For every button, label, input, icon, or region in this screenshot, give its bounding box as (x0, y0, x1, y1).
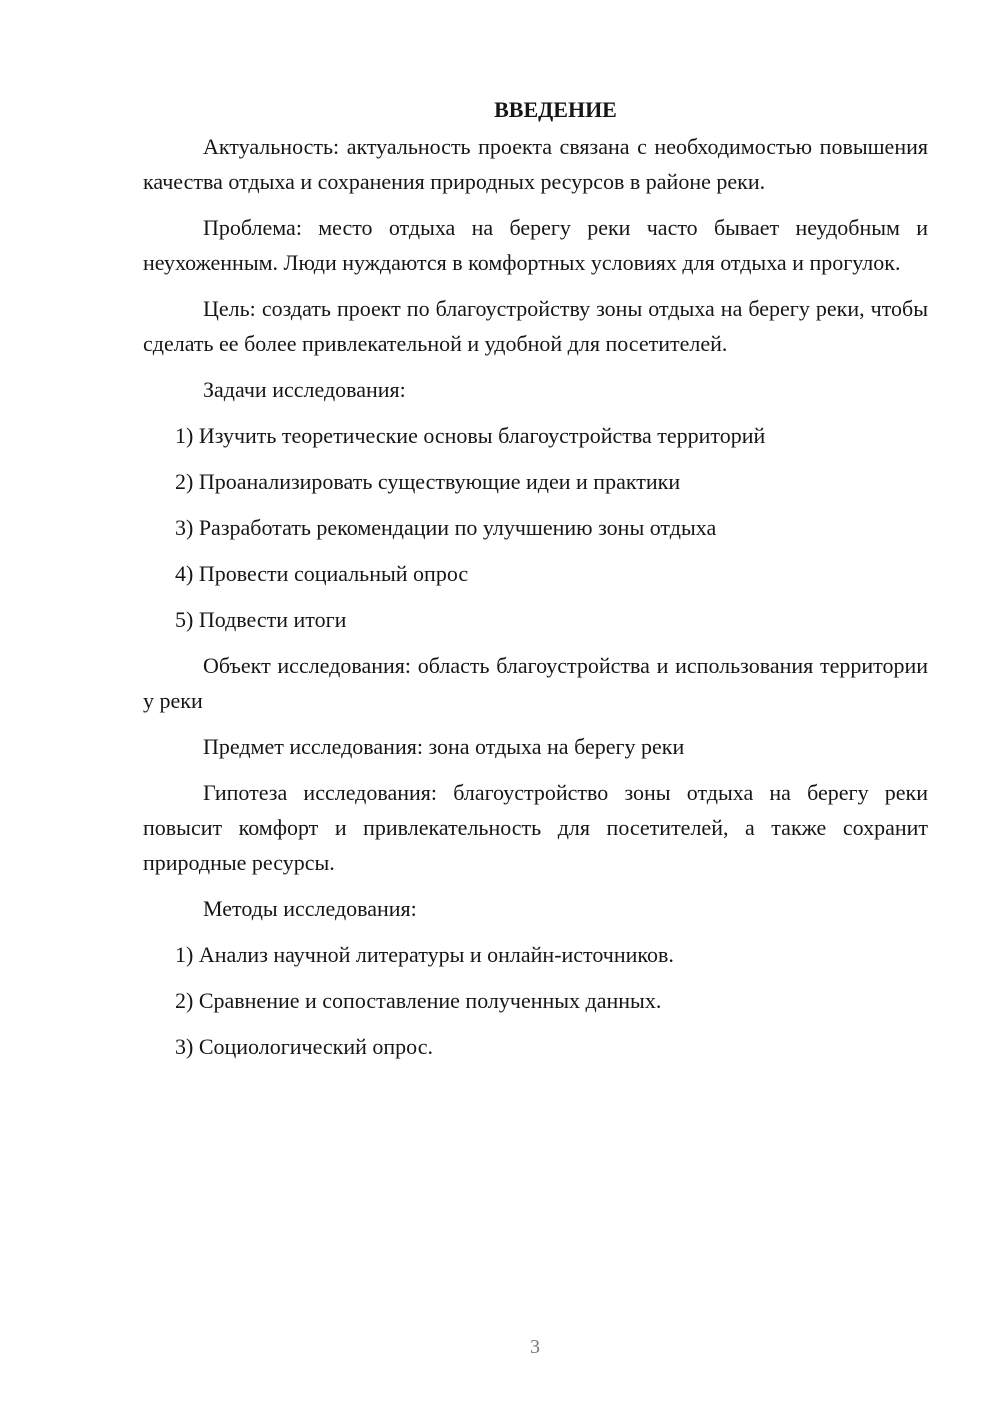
tasks-heading: Задачи исследования: (203, 377, 406, 402)
task-item: 4) Провести социальный опрос (175, 561, 469, 586)
object-paragraph: Объект исследования: область благоустройства и использования территории у реки (143, 653, 928, 713)
relevance-paragraph: Актуальность: актуальность проекта связана с необходимостью повышения качества отдыха и сохранения природных ресурсов в районе реки. (143, 134, 928, 194)
methods-heading: Методы исследования: (203, 896, 417, 921)
task-item: 3) Разработать рекомендации по улучшению зоны отдыха (175, 515, 717, 540)
hypothesis-paragraph: Гипотеза исследования: благоустройство зоны отдыха на берегу реки повысит комфорт и привлекательность для посетителей, а также сохранит природные ресурсы. (143, 780, 928, 875)
method-item: 2) Сравнение и сопоставление полученных данных. (175, 988, 662, 1013)
section-title: ВВЕДЕНИЕ (494, 97, 617, 122)
task-item: 2) Проанализировать существующие идеи и практики (175, 469, 681, 494)
page-content (143, 92, 928, 1075)
goal-paragraph: Цель: создать проект по благоустройству зоны отдыха на берегу реки, чтобы сделать ее более привлекательной и удобной для посетителей. (143, 296, 928, 356)
problem-paragraph: Проблема: место отдыха на берегу реки часто бывает неудобным и неухоженным. Люди нуждаются в комфортных условиях для отдыха и прогулок. (143, 215, 928, 275)
task-item: 5) Подвести итоги (175, 607, 347, 632)
method-item: 3) Социологический опрос. (175, 1034, 433, 1059)
method-item: 1) Анализ научной литературы и онлайн-источников. (175, 942, 674, 967)
subject-paragraph: Предмет исследования: зона отдыха на берегу реки (203, 734, 685, 759)
page-number: 3 (530, 1336, 540, 1358)
task-item: 1) Изучить теоретические основы благоустройства территорий (175, 423, 766, 448)
